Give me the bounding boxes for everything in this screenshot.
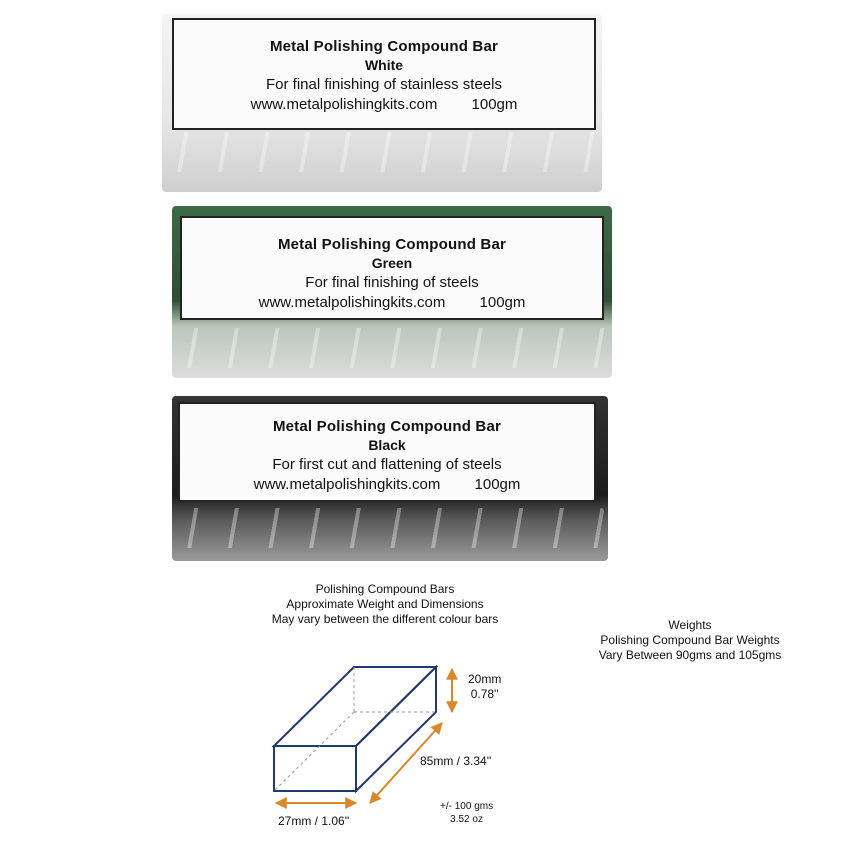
bar-description: For final finishing of stainless steels: [266, 76, 502, 93]
bar-label: [178, 402, 596, 502]
bar-colour: Green: [371, 255, 413, 271]
bar-weight: 100gm: [479, 294, 526, 311]
caption-line: Polishing Compound Bars: [315, 582, 455, 596]
length-dimension: 85mm / 3.34'': [420, 754, 492, 768]
weight-oz: 3.52 oz: [450, 814, 483, 825]
caption-line: May vary between the different colour bars: [271, 612, 499, 626]
bar-description: For final finishing of steels: [305, 274, 479, 291]
white-compound-bar: [162, 14, 602, 192]
box-outline: [274, 667, 436, 791]
bar-weight: 100gm: [471, 96, 518, 113]
bar-title: Metal Polishing Compound Bar: [269, 38, 499, 55]
weight-gms: +/- 100 gms: [440, 801, 494, 812]
caption-line: Vary Between 90gms and 105gms: [598, 648, 782, 662]
green-compound-bar: [172, 206, 612, 378]
bar-website: www.metalpolishingkits.com: [250, 96, 438, 113]
bar-colour: Black: [368, 437, 406, 453]
height-in: 0.78'': [470, 687, 499, 701]
dimension-diagram: [260, 655, 560, 840]
weights-caption: [560, 618, 820, 663]
bar-label: [172, 18, 596, 130]
bar-title: Metal Polishing Compound Bar: [272, 418, 502, 435]
bar-website: www.metalpolishingkits.com: [258, 294, 446, 311]
caption-line: Weights: [668, 618, 712, 632]
height-mm: 20mm: [468, 672, 502, 686]
bar-colour: White: [364, 57, 404, 73]
bar-description: For first cut and flattening of steels: [272, 456, 502, 473]
height-dimension: [468, 672, 501, 702]
plastic-wrap: [176, 328, 608, 368]
width-dimension: 27mm / 1.06'': [278, 814, 350, 828]
weight-note: [440, 800, 493, 826]
bar-website: www.metalpolishingkits.com: [253, 476, 441, 493]
bar-weight: 100gm: [474, 476, 521, 493]
caption-line: Polishing Compound Bar Weights: [600, 633, 780, 647]
caption-line: Approximate Weight and Dimensions: [286, 597, 484, 611]
plastic-wrap: [166, 132, 598, 172]
plastic-wrap: [176, 508, 604, 548]
bar-label: [180, 216, 604, 320]
dimensions-caption: [230, 582, 540, 627]
bar-title: Metal Polishing Compound Bar: [277, 236, 507, 253]
black-compound-bar: [172, 396, 608, 561]
